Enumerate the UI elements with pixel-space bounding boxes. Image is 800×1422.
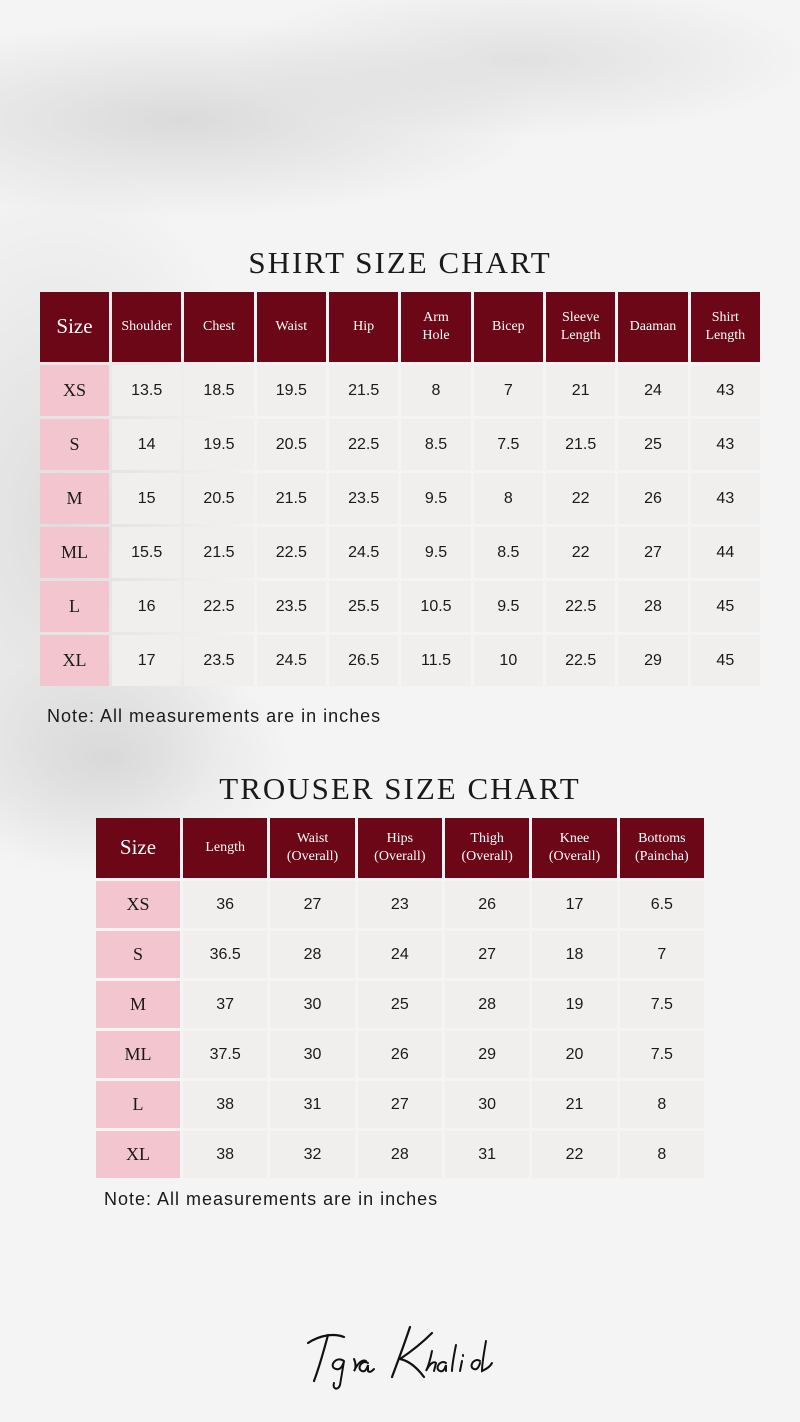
shirt-note: Note: All measurements are in inches [47, 706, 382, 726]
trouser-cell: 17 [532, 881, 616, 928]
shirt-size-label: M [40, 473, 109, 524]
trouser-cell: 27 [445, 931, 529, 978]
trouser-note: Note: All measurements are in inches [104, 1189, 439, 1209]
trouser-size-label: M [96, 981, 180, 1028]
shirt-cell: 25 [618, 419, 687, 470]
shirt-cell: 22 [546, 527, 615, 578]
shirt-cell: 21 [546, 365, 615, 416]
shirt-cell: 9.5 [401, 527, 470, 578]
shirt-cell: 13.5 [112, 365, 181, 416]
trouser-cell: 28 [270, 931, 354, 978]
shirt-cell: 15 [112, 473, 181, 524]
trouser-header-knee-overall: Knee (Overall) [532, 818, 616, 878]
trouser-size-label: XS [96, 881, 180, 928]
trouser-cell: 24 [358, 931, 442, 978]
shirt-size-label: XL [40, 635, 109, 686]
shirt-cell: 23.5 [257, 581, 326, 632]
shirt-cell: 9.5 [474, 581, 543, 632]
shirt-cell: 18.5 [184, 365, 253, 416]
shirt-cell: 27 [618, 527, 687, 578]
trouser-cell: 21 [532, 1081, 616, 1128]
shirt-cell: 22 [546, 473, 615, 524]
shirt-header-daaman: Daaman [618, 292, 687, 362]
shirt-header-shoulder: Shoulder [112, 292, 181, 362]
trouser-cell: 19 [532, 981, 616, 1028]
shirt-cell: 10.5 [401, 581, 470, 632]
trouser-cell: 29 [445, 1031, 529, 1078]
trouser-cell: 22 [532, 1131, 616, 1178]
shirt-cell: 8.5 [401, 419, 470, 470]
shirt-size-label: XS [40, 365, 109, 416]
shirt-header-hip: Hip [329, 292, 398, 362]
shirt-cell: 20.5 [184, 473, 253, 524]
shirt-cell: 24 [618, 365, 687, 416]
shirt-cell: 43 [691, 419, 760, 470]
shirt-cell: 22.5 [546, 581, 615, 632]
shirt-cell: 23.5 [184, 635, 253, 686]
shirt-cell: 22.5 [546, 635, 615, 686]
trouser-cell: 25 [358, 981, 442, 1028]
trouser-cell: 20 [532, 1031, 616, 1078]
shirt-header-size: Size [40, 292, 109, 362]
shirt-cell: 19.5 [257, 365, 326, 416]
shirt-chart-title: SHIRT SIZE CHART [248, 245, 552, 280]
shirt-cell: 45 [691, 635, 760, 686]
shirt-cell: 7.5 [474, 419, 543, 470]
trouser-cell: 30 [445, 1081, 529, 1128]
trouser-header-bottoms-paincha: Bottoms (Paincha) [620, 818, 704, 878]
trouser-cell: 27 [358, 1081, 442, 1128]
shirt-size-label: S [40, 419, 109, 470]
trouser-size-table [96, 818, 704, 1178]
shirt-cell: 21.5 [184, 527, 253, 578]
shirt-cell: 20.5 [257, 419, 326, 470]
trouser-cell: 23 [358, 881, 442, 928]
shirt-cell: 8.5 [474, 527, 543, 578]
shirt-cell: 9.5 [401, 473, 470, 524]
shirt-cell: 26.5 [329, 635, 398, 686]
trouser-cell: 37.5 [183, 1031, 267, 1078]
trouser-header-hips-overall: Hips (Overall) [358, 818, 442, 878]
trouser-cell: 30 [270, 981, 354, 1028]
trouser-cell: 32 [270, 1131, 354, 1178]
shirt-size-label: L [40, 581, 109, 632]
shirt-cell: 44 [691, 527, 760, 578]
trouser-cell: 8 [620, 1081, 704, 1128]
trouser-cell: 7.5 [620, 1031, 704, 1078]
trouser-cell: 36.5 [183, 931, 267, 978]
shirt-header-sleeve-length: Sleeve Length [546, 292, 615, 362]
shirt-cell: 10 [474, 635, 543, 686]
trouser-cell: 30 [270, 1031, 354, 1078]
shirt-cell: 8 [474, 473, 543, 524]
trouser-cell: 37 [183, 981, 267, 1028]
shirt-cell: 22.5 [257, 527, 326, 578]
shirt-size-table [40, 292, 760, 686]
shirt-cell: 45 [691, 581, 760, 632]
trouser-header-waist-overall: Waist (Overall) [270, 818, 354, 878]
shirt-cell: 28 [618, 581, 687, 632]
trouser-cell: 31 [270, 1081, 354, 1128]
trouser-cell: 31 [445, 1131, 529, 1178]
trouser-size-label: S [96, 931, 180, 978]
trouser-cell: 27 [270, 881, 354, 928]
shirt-cell: 11.5 [401, 635, 470, 686]
trouser-cell: 6.5 [620, 881, 704, 928]
shirt-cell: 21.5 [329, 365, 398, 416]
trouser-cell: 7 [620, 931, 704, 978]
trouser-header-size: Size [96, 818, 180, 878]
trouser-cell: 7.5 [620, 981, 704, 1028]
trouser-cell: 28 [445, 981, 529, 1028]
shirt-cell: 25.5 [329, 581, 398, 632]
shirt-header-arm-hole: Arm Hole [401, 292, 470, 362]
trouser-size-label: L [96, 1081, 180, 1128]
shirt-cell: 23.5 [329, 473, 398, 524]
shirt-cell: 16 [112, 581, 181, 632]
shirt-cell: 24.5 [329, 527, 398, 578]
shirt-cell: 29 [618, 635, 687, 686]
shirt-cell: 19.5 [184, 419, 253, 470]
shirt-cell: 21.5 [546, 419, 615, 470]
shirt-cell: 15.5 [112, 527, 181, 578]
trouser-cell: 8 [620, 1131, 704, 1178]
shirt-cell: 8 [401, 365, 470, 416]
shirt-cell: 17 [112, 635, 181, 686]
shirt-cell: 24.5 [257, 635, 326, 686]
shirt-cell: 43 [691, 365, 760, 416]
trouser-cell: 38 [183, 1081, 267, 1128]
shirt-header-waist: Waist [257, 292, 326, 362]
shirt-size-label: ML [40, 527, 109, 578]
shirt-header-bicep: Bicep [474, 292, 543, 362]
trouser-size-label: XL [96, 1131, 180, 1178]
shirt-cell: 22.5 [329, 419, 398, 470]
shirt-cell: 26 [618, 473, 687, 524]
shirt-cell: 43 [691, 473, 760, 524]
trouser-cell: 18 [532, 931, 616, 978]
shirt-header-shirt-length: Shirt Length [691, 292, 760, 362]
trouser-header-thigh-overall: Thigh (Overall) [445, 818, 529, 878]
shirt-cell: 21.5 [257, 473, 326, 524]
trouser-cell: 26 [445, 881, 529, 928]
trouser-cell: 38 [183, 1131, 267, 1178]
trouser-size-label: ML [96, 1031, 180, 1078]
shirt-header-chest: Chest [184, 292, 253, 362]
trouser-cell: 26 [358, 1031, 442, 1078]
trouser-header-length: Length [183, 818, 267, 878]
signature-logo [300, 1315, 500, 1395]
trouser-cell: 36 [183, 881, 267, 928]
shirt-cell: 22.5 [184, 581, 253, 632]
shirt-cell: 7 [474, 365, 543, 416]
trouser-cell: 28 [358, 1131, 442, 1178]
shirt-cell: 14 [112, 419, 181, 470]
trouser-chart-title: TROUSER SIZE CHART [219, 771, 581, 806]
